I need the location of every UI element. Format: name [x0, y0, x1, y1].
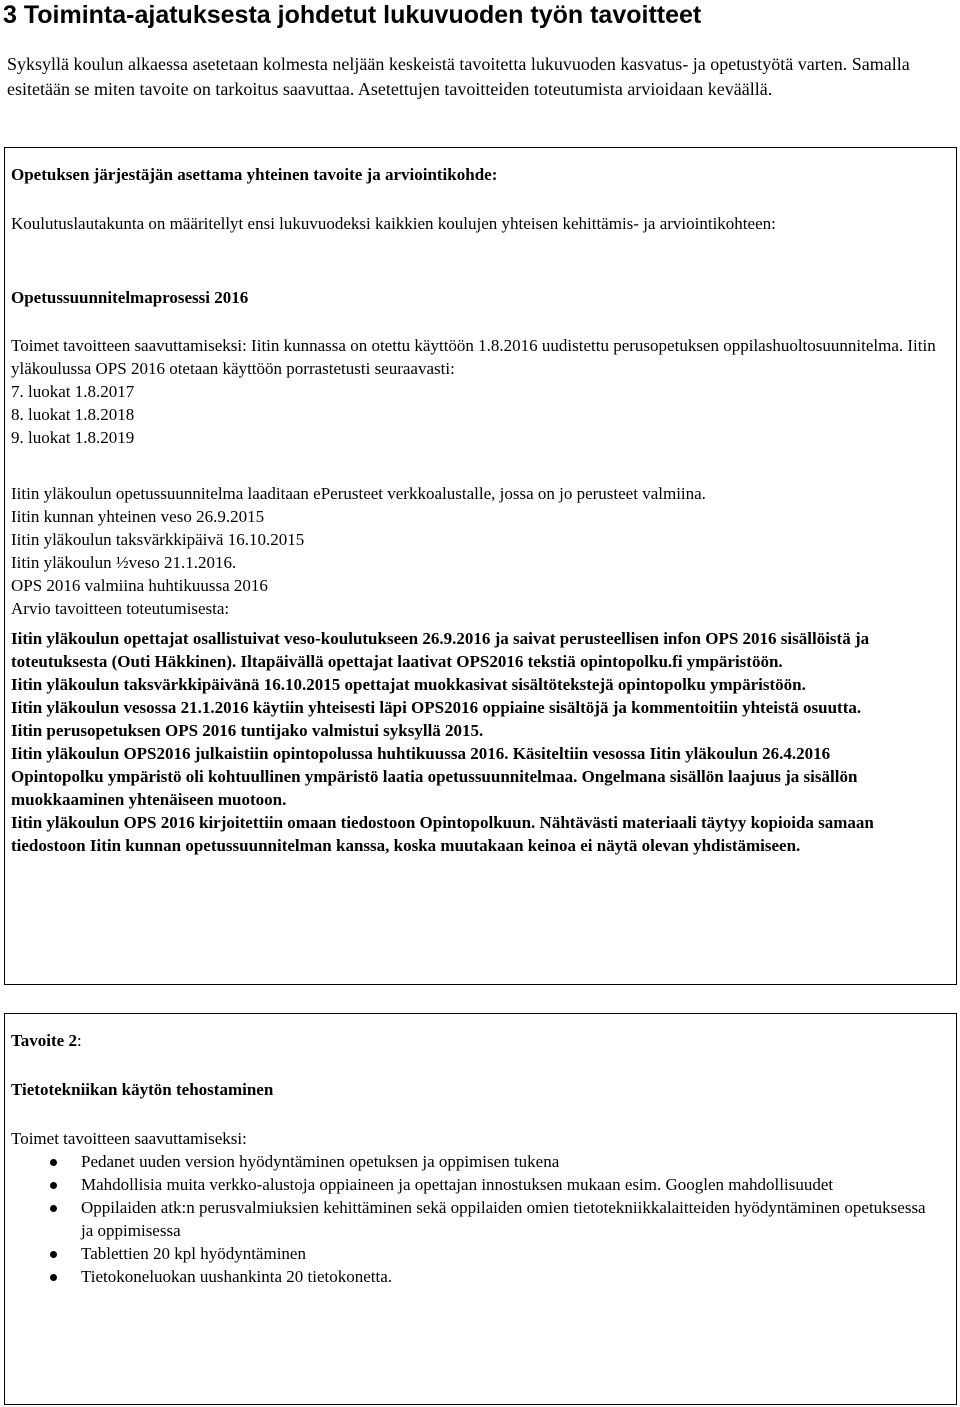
list-item: Pedanet uuden version hyödyntäminen opetuksen ja oppimisen tukena	[11, 1150, 936, 1173]
evaluation-label: Arvio tavoitteen toteutumisesta:	[11, 599, 230, 618]
evaluation-item: Iitin yläkoulun vesossa 21.1.2016 käytiin yhteisesti läpi OPS2016 oppiaine sisältöjä ja kommentoitiin yhteistä osuutta.	[11, 698, 862, 717]
event-line: OPS 2016 valmiina huhtikuussa 2016	[11, 576, 268, 595]
goal-1-actions	[11, 334, 936, 449]
event-line: Iitin yläkoulun taksvärkkipäivä 16.10.2015	[11, 530, 305, 549]
goal-2-action-list	[11, 1150, 936, 1288]
goal-1-evaluation	[11, 627, 936, 857]
grade-7-date: 7. luokat 1.8.2017	[11, 382, 135, 401]
evaluation-item: Iitin yläkoulun OPS 2016 kirjoitettiin omaan tiedostoon Opintopolkuun. Nähtävästi materiaali täytyy kopioida samaan tiedostoon Iitin kunnan opetussuunnitelman kanssa, koska muutakaan keinoa ei näytä olevan yhdistämiseen.	[11, 813, 874, 855]
goal-1-subtitle: Opetussuunnitelmaprosessi 2016	[11, 288, 249, 307]
goal-1-description: Koulutuslautakunta on määritellyt ensi lukuvuodeksi kaikkien koulujen yhteisen kehittämis- ja arviointikohteen:	[11, 214, 776, 233]
grade-9-date: 9. luokat 1.8.2019	[11, 428, 135, 447]
goal-2-actions-label: Toimet tavoitteen saavuttamiseksi:	[11, 1129, 247, 1148]
goal-1-events	[11, 482, 936, 620]
goal-2-label-text: Tavoite 2	[11, 1031, 77, 1050]
list-item: Tablettien 20 kpl hyödyntäminen	[11, 1242, 936, 1265]
evaluation-item: Iitin perusopetuksen OPS 2016 tuntijako valmistui syksyllä 2015.	[11, 721, 484, 740]
actions-text: Toimet tavoitteen saavuttamiseksi: Iitin kunnassa on otettu käyttöön 1.8.2016 uudistettu perusopetuksen oppilashuoltosuunnitelma. Iitin yläkoulussa OPS 2016 otetaan käyttöön porrastetusti seuraavasti:	[11, 336, 936, 378]
evaluation-item: Iitin yläkoulun opettajat osallistuivat veso-koulutukseen 26.9.2016 ja saivat perusteellisen infon OPS 2016 sisällöistä ja toteutuksesta (Outi Häkkinen). Iltapäivällä opettajat laativat OPS2016 tekstiä opintopolku.fi ympäristöön.	[11, 629, 870, 671]
list-item: Tietokoneluokan uushankinta 20 tietokonetta.	[11, 1265, 936, 1288]
list-item: Oppilaiden atk:n perusvalmiuksien kehittäminen sekä oppilaiden omien tietotekniikkalaitteiden hyödyntäminen opetuksessa ja oppimisessa	[11, 1196, 936, 1242]
list-item: Mahdollisia muita verkko-alustoja oppiaineen ja opettajan innostuksen mukaan esim. Googlen mahdollisuudet	[11, 1173, 936, 1196]
event-line: Iitin yläkoulun opetussuunnitelma laaditaan ePerusteet verkkoalustalle, jossa on jo perusteet valmiina.	[11, 484, 706, 503]
goal-2-label-colon: :	[76, 1031, 82, 1050]
goal-1-title: Opetuksen järjestäjän asettama yhteinen tavoite ja arviointikohde:	[11, 165, 498, 184]
intro-paragraph: Syksyllä koulun alkaessa asetetaan kolmesta neljään keskeistä tavoitetta lukuvuoden kasvatus- ja opetustyötä varten. Samalla esitetään se miten tavoite on tarkoitus saavuttaa. Asetettujen tavoitteiden toteutumista arvioidaan keväällä.	[7, 54, 910, 99]
section-heading: 3 Toiminta-ajatuksesta johdetut lukuvuoden työn tavoitteet	[3, 1, 702, 29]
evaluation-item: Opintopolku ympäristö oli kohtuullinen ympäristö laatia opetussuunnitelmaa. Ongelmana sisällön laajuus ja sisällön muokkaaminen yhtenäiseen muotoon.	[11, 767, 858, 809]
goal-2-label	[11, 1029, 936, 1052]
evaluation-item: Iitin yläkoulun taksvärkkipäivänä 16.10.2015 opettajat muokkasivat sisältötekstejä opintopolku ympäristöön.	[11, 675, 806, 694]
goal-2-title: Tietotekniikan käytön tehostaminen	[11, 1080, 274, 1099]
event-line: Iitin yläkoulun ½veso 21.1.2016.	[11, 553, 237, 572]
grade-8-date: 8. luokat 1.8.2018	[11, 405, 135, 424]
evaluation-item: Iitin yläkoulun OPS2016 julkaistiin opintopolussa huhtikuussa 2016. Käsiteltiin vesossa Iitin yläkoulun 26.4.2016	[11, 744, 831, 763]
event-line: Iitin kunnan yhteinen veso 26.9.2015	[11, 507, 265, 526]
